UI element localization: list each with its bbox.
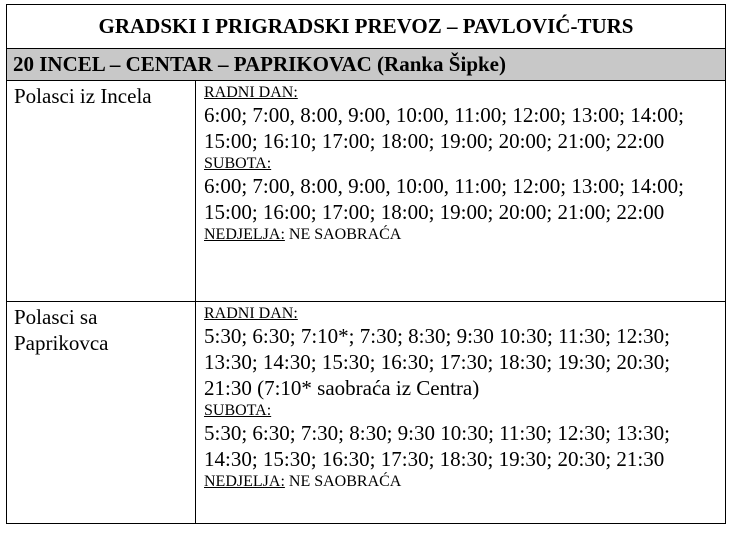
weekday-label: RADNI DAN: — [204, 84, 298, 101]
table-row — [7, 81, 725, 302]
sunday-note — [204, 472, 721, 491]
sunday-note — [204, 225, 721, 244]
table-row — [7, 302, 725, 523]
saturday-times: 6:00; 7:00, 8:00, 9:00, 10:00, 11:00; 12:00; 13:00; 14:00; 15:00; 16:00; 17:00; 18:00; 19:00; 20:00; 21:00; 22:00 — [204, 174, 684, 224]
saturday-times: 5:30; 6:30; 7:30; 8:30; 9:30 10:30; 11:30; 12:30; 13:30; 14:30; 15:30; 16:30; 17:30; 18:30; 19:30; 20:30; 21:30 — [204, 421, 670, 471]
sunday-text: NE SAOBRAĆA — [284, 473, 402, 490]
sunday-label: NEDJELJA: — [204, 226, 285, 243]
saturday-label: SUBOTA: — [204, 402, 272, 419]
weekday-times: 6:00; 7:00, 8:00, 9:00, 10:00, 11:00; 12:00; 13:00; 14:00; 15:00; 16:10; 17:00; 18:00; 19:00; 20:00; 21:00; 22:00 — [204, 103, 684, 153]
weekday-times: 5:30; 6:30; 7:10*; 7:30; 8:30; 9:30 10:30; 11:30; 12:30; 13:30; 14:30; 15:30; 16:30; 17:30; 18:30; 19:30; 20:30; 21:30 (7:10* saobraća iz Centra) — [204, 324, 671, 400]
schedule-cell — [196, 81, 725, 301]
departure-label: Polasci iz Incela — [7, 81, 196, 301]
departure-label: Polasci sa Paprikovca — [7, 302, 196, 523]
page-title: GRADSKI I PRIGRADSKI PREVOZ – PAVLOVIĆ-TURS — [7, 5, 725, 49]
sunday-label: NEDJELJA: — [204, 473, 285, 490]
weekday-label: RADNI DAN: — [204, 305, 298, 322]
route-title: 20 INCEL – CENTAR – PAPRIKOVAC (Ranka Šipke) — [7, 49, 725, 81]
saturday-label: SUBOTA: — [204, 155, 272, 172]
sunday-text: NE SAOBRAĆA — [284, 226, 402, 243]
schedule-cell — [196, 302, 725, 523]
timetable — [6, 4, 726, 524]
